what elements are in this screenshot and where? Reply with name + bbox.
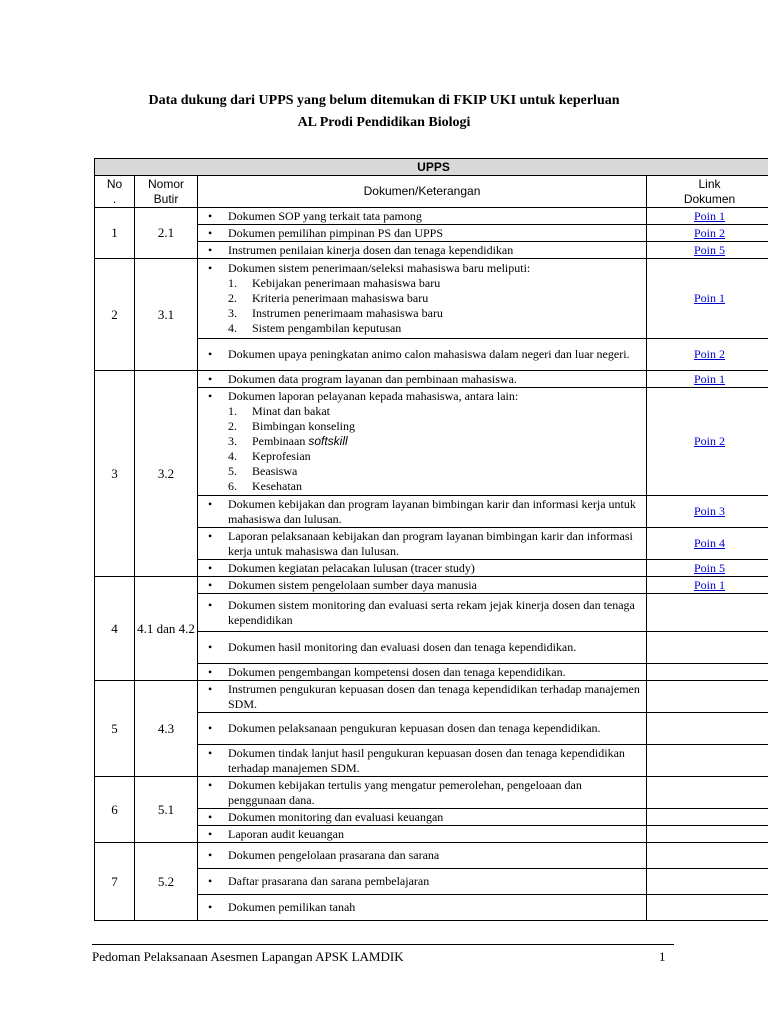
document-text: Dokumen laporan pelayanan kepada mahasiswa, antara lain: xyxy=(228,389,519,403)
item-number: 6. xyxy=(228,479,237,493)
link-cell xyxy=(647,632,768,664)
document-text: Dokumen pengelolaan prasarana dan sarana xyxy=(228,848,440,862)
document-cell xyxy=(198,869,647,895)
bullet-item xyxy=(198,598,646,628)
bullet-item xyxy=(198,874,646,889)
bullet-item xyxy=(198,778,646,808)
link-cell xyxy=(647,809,768,826)
numbered-item xyxy=(228,321,642,336)
row-number: 4 xyxy=(95,577,135,681)
bullet-icon: • xyxy=(208,261,213,275)
link-cell xyxy=(647,664,768,681)
bullet-icon: • xyxy=(208,848,213,862)
document-text: Dokumen tindak lanjut hasil pengukuran kepuasan dosen dan tenaga kependidikan terhadap manajemen SDM. xyxy=(228,745,625,775)
document-link[interactable]: Poin 5 xyxy=(693,242,725,257)
bullet-icon: • xyxy=(208,745,213,760)
row-number: 2 xyxy=(95,259,135,371)
document-cell xyxy=(198,664,647,681)
table-group-header: UPPS xyxy=(95,159,768,176)
numbered-item-text: Kriteria penerimaan mahasiswa baru xyxy=(252,291,429,305)
document-cell xyxy=(198,371,647,388)
document-cell xyxy=(198,843,647,869)
bullet-icon: • xyxy=(208,681,213,696)
item-number: 1. xyxy=(228,276,237,290)
bullet-item xyxy=(198,561,646,576)
link-cell xyxy=(647,895,768,921)
bullet-icon: • xyxy=(208,371,213,386)
bullet-icon: • xyxy=(208,347,213,361)
table-body xyxy=(95,208,768,921)
document-text: Dokumen kebijakan tertulis yang mengatur pemerolehan, pengeloaan dan penggunaan dana. xyxy=(228,777,582,807)
bullet-icon: • xyxy=(208,721,213,735)
document-cell xyxy=(198,528,647,560)
document-text: Dokumen pemilikan tanah xyxy=(228,900,356,914)
numbered-item-text: Beasiswa xyxy=(252,464,298,478)
bullet-icon: • xyxy=(208,664,213,679)
document-cell xyxy=(198,826,647,843)
numbered-item xyxy=(228,291,642,306)
link-cell xyxy=(647,777,768,809)
document-cell xyxy=(198,339,647,371)
document-text: Dokumen SOP yang terkait tata pamong xyxy=(228,208,422,223)
document-link[interactable]: Poin 3 xyxy=(693,504,725,518)
bullet-icon: • xyxy=(208,528,213,543)
document-link[interactable]: Poin 1 xyxy=(693,371,725,386)
document-title-line2: AL Prodi Pendidikan Biologi xyxy=(297,115,471,130)
bullet-item xyxy=(198,848,646,863)
document-text: Dokumen monitoring dan evaluasi keuangan xyxy=(228,809,444,824)
document-cell xyxy=(198,208,647,225)
row-number: 7 xyxy=(95,843,135,921)
document-text: Dokumen data program layanan dan pembinaan mahasiswa. xyxy=(228,371,517,386)
numbered-item-text: Instrumen penerimaam mahasiswa baru xyxy=(252,306,443,320)
upps-table xyxy=(94,158,768,921)
document-text: Instrumen pengukuran kepuasan dosen dan tenaga kependidikan terhadap manajemen SDM. xyxy=(228,681,640,711)
document-cell xyxy=(198,242,647,259)
column-header-no xyxy=(95,176,135,208)
document-text: Dokumen sistem pengelolaan sumber daya manusia xyxy=(228,577,477,592)
table-row xyxy=(95,371,768,388)
numbered-list xyxy=(228,276,642,336)
numbered-item xyxy=(228,434,642,449)
bullet-icon: • xyxy=(208,225,213,240)
document-text: Dokumen pengembangan kompetensi dosen dan tenaga kependidikan. xyxy=(228,664,566,679)
column-header-link xyxy=(647,176,768,208)
row-butir: 4.3 xyxy=(135,681,198,777)
document-cell xyxy=(198,713,647,745)
column-header-no-label: No . xyxy=(106,176,123,206)
table-row xyxy=(95,777,768,809)
table-row xyxy=(95,208,768,225)
bullet-item xyxy=(198,721,646,736)
document-cell xyxy=(198,496,647,528)
document-link[interactable]: Poin 4 xyxy=(693,536,725,550)
document-text: Dokumen pemilihan pimpinan PS dan UPPS xyxy=(228,225,444,240)
numbered-item-text: Bimbingan konseling xyxy=(252,419,355,433)
document-text: Dokumen sistem monitoring dan evaluasi serta rekam jejak kinerja dosen dan tenaga kependidikan xyxy=(228,597,635,627)
bullet-item xyxy=(198,529,646,559)
bullet-icon: • xyxy=(208,597,213,612)
bullet-icon: • xyxy=(208,577,213,592)
item-number: 2. xyxy=(228,419,237,433)
row-butir: 2.1 xyxy=(135,208,198,259)
document-text: Dokumen kebijakan dan program layanan bimbingan karir dan informasi kerja untuk mahasiswa dan lulusan. xyxy=(228,496,636,526)
link-cell xyxy=(647,577,768,594)
bullet-item xyxy=(198,827,646,842)
document-cell xyxy=(198,225,647,242)
row-number: 1 xyxy=(95,208,135,259)
document-link[interactable]: Poin 1 xyxy=(693,208,725,223)
document-text: Instrumen penilaian kinerja dosen dan tenaga kependidikan xyxy=(228,242,514,257)
column-header-butir xyxy=(135,176,198,208)
table-row xyxy=(95,681,768,713)
document-text: Daftar prasarana dan sarana pembelajaran xyxy=(228,874,430,888)
document-text: Dokumen upaya peningkatan animo calon mahasiswa dalam negeri dan luar negeri. xyxy=(228,347,630,361)
numbered-item xyxy=(228,276,642,291)
document-link[interactable]: Poin 2 xyxy=(693,225,725,240)
bullet-item xyxy=(198,261,646,336)
table-row xyxy=(95,259,768,339)
bullet-item xyxy=(198,640,646,655)
numbered-item-italic-text: softskill xyxy=(308,434,348,448)
document-cell xyxy=(198,681,647,713)
link-cell xyxy=(647,826,768,843)
bullet-item xyxy=(198,746,646,776)
document-text: Dokumen kegiatan pelacakan lulusan (tracer study) xyxy=(228,560,475,575)
numbered-item xyxy=(228,449,642,464)
link-cell xyxy=(647,225,768,242)
bullet-item xyxy=(198,900,646,915)
document-text: Dokumen sistem penerimaan/seleksi mahasiswa baru meliputi: xyxy=(228,261,531,275)
link-cell xyxy=(647,745,768,777)
document-cell xyxy=(198,777,647,809)
document-text: Dokumen pelaksanaan pengukuran kepuasan dosen dan tenaga kependidikan. xyxy=(228,721,601,735)
link-cell xyxy=(647,869,768,895)
row-butir: 3.1 xyxy=(135,259,198,371)
document-text: Laporan pelaksanaan kebijakan dan program layanan bimbingan karir dan informasi kerja untuk mahasiswa dan lulusan. xyxy=(228,528,633,558)
document-link[interactable]: Poin 1 xyxy=(693,577,725,592)
bullet-item xyxy=(198,665,646,680)
table-row xyxy=(95,843,768,869)
numbered-item-text: Minat dan bakat xyxy=(252,404,330,418)
link-cell xyxy=(647,594,768,632)
document-cell xyxy=(198,745,647,777)
row-number: 3 xyxy=(95,371,135,577)
link-cell xyxy=(647,496,768,528)
link-cell xyxy=(647,208,768,225)
column-header-link-label: Link Dokumen xyxy=(683,176,736,206)
row-butir: 5.1 xyxy=(135,777,198,843)
document-title-line1: Data dukung dari UPPS yang belum ditemukan di FKIP UKI untuk keperluan xyxy=(148,93,620,108)
page-number: 1 xyxy=(659,949,666,964)
column-header-dokumen: Dokumen/Keterangan xyxy=(198,176,647,208)
row-butir: 5.2 xyxy=(135,843,198,921)
row-butir: 3.2 xyxy=(135,371,198,577)
bullet-item xyxy=(198,372,646,387)
link-cell xyxy=(647,388,768,496)
bullet-icon: • xyxy=(208,640,213,654)
document-cell xyxy=(198,560,647,577)
bullet-icon: • xyxy=(208,208,213,223)
document-cell xyxy=(198,594,647,632)
link-cell xyxy=(647,339,768,371)
link-cell xyxy=(647,528,768,560)
numbered-item xyxy=(228,479,642,494)
numbered-item xyxy=(228,404,642,419)
item-number: 4. xyxy=(228,449,237,463)
document-link[interactable]: Poin 2 xyxy=(693,347,725,361)
numbered-item-text: Kebijakan penerimaan mahasiswa baru xyxy=(252,276,441,290)
bullet-item xyxy=(198,578,646,593)
link-cell xyxy=(647,713,768,745)
bullet-icon: • xyxy=(208,777,213,792)
bullet-icon: • xyxy=(208,560,213,575)
row-number: 5 xyxy=(95,681,135,777)
bullet-item xyxy=(198,682,646,712)
link-cell xyxy=(647,681,768,713)
bullet-item xyxy=(198,209,646,224)
document-text: Laporan audit keuangan xyxy=(228,826,344,841)
numbered-list xyxy=(228,404,642,494)
document-cell xyxy=(198,809,647,826)
bullet-icon: • xyxy=(208,900,213,914)
numbered-item xyxy=(228,464,642,479)
footer-divider xyxy=(92,944,674,945)
item-number: 2. xyxy=(228,291,237,305)
document-text: Dokumen hasil monitoring dan evaluasi dosen dan tenaga kependidikan. xyxy=(228,640,577,654)
bullet-item xyxy=(198,226,646,241)
bullet-item xyxy=(198,389,646,494)
bullet-icon: • xyxy=(208,826,213,841)
row-number: 6 xyxy=(95,777,135,843)
item-number: 5. xyxy=(228,464,237,478)
table-row xyxy=(95,577,768,594)
numbered-item-text: Keprofesian xyxy=(252,449,311,463)
bullet-icon: • xyxy=(208,242,213,257)
footer-text: Pedoman Pelaksanaan Asesmen Lapangan APSK LAMDIK xyxy=(92,949,404,964)
item-number: 3. xyxy=(228,306,237,320)
bullet-icon: • xyxy=(208,874,213,888)
bullet-item xyxy=(198,347,646,362)
numbered-item xyxy=(228,306,642,321)
document-cell xyxy=(198,895,647,921)
bullet-item xyxy=(198,810,646,825)
document-cell xyxy=(198,259,647,339)
numbered-item-text: Sistem pengambilan keputusan xyxy=(252,321,402,335)
document-cell xyxy=(198,632,647,664)
item-number: 3. xyxy=(228,434,237,448)
numbered-item-text: Kesehatan xyxy=(252,479,302,493)
column-header-butir-label: Nomor Butir xyxy=(147,176,184,206)
bullet-icon: • xyxy=(208,496,213,511)
document-link[interactable]: Poin 5 xyxy=(693,560,725,575)
document-cell xyxy=(198,388,647,496)
link-cell xyxy=(647,242,768,259)
bullet-icon: • xyxy=(208,389,213,403)
link-cell xyxy=(647,843,768,869)
bullet-item xyxy=(198,243,646,258)
item-number: 4. xyxy=(228,321,237,335)
bullet-icon: • xyxy=(208,809,213,824)
link-cell xyxy=(647,259,768,339)
link-cell xyxy=(647,560,768,577)
numbered-item-text: Pembinaan xyxy=(252,434,306,448)
numbered-item xyxy=(228,419,642,434)
item-number: 1. xyxy=(228,404,237,418)
document-cell xyxy=(198,577,647,594)
document-link[interactable]: Poin 2 xyxy=(693,434,725,448)
document-link[interactable]: Poin 1 xyxy=(693,291,725,305)
bullet-item xyxy=(198,497,646,527)
link-cell xyxy=(647,371,768,388)
row-butir: 4.1 dan 4.2 xyxy=(135,577,198,681)
